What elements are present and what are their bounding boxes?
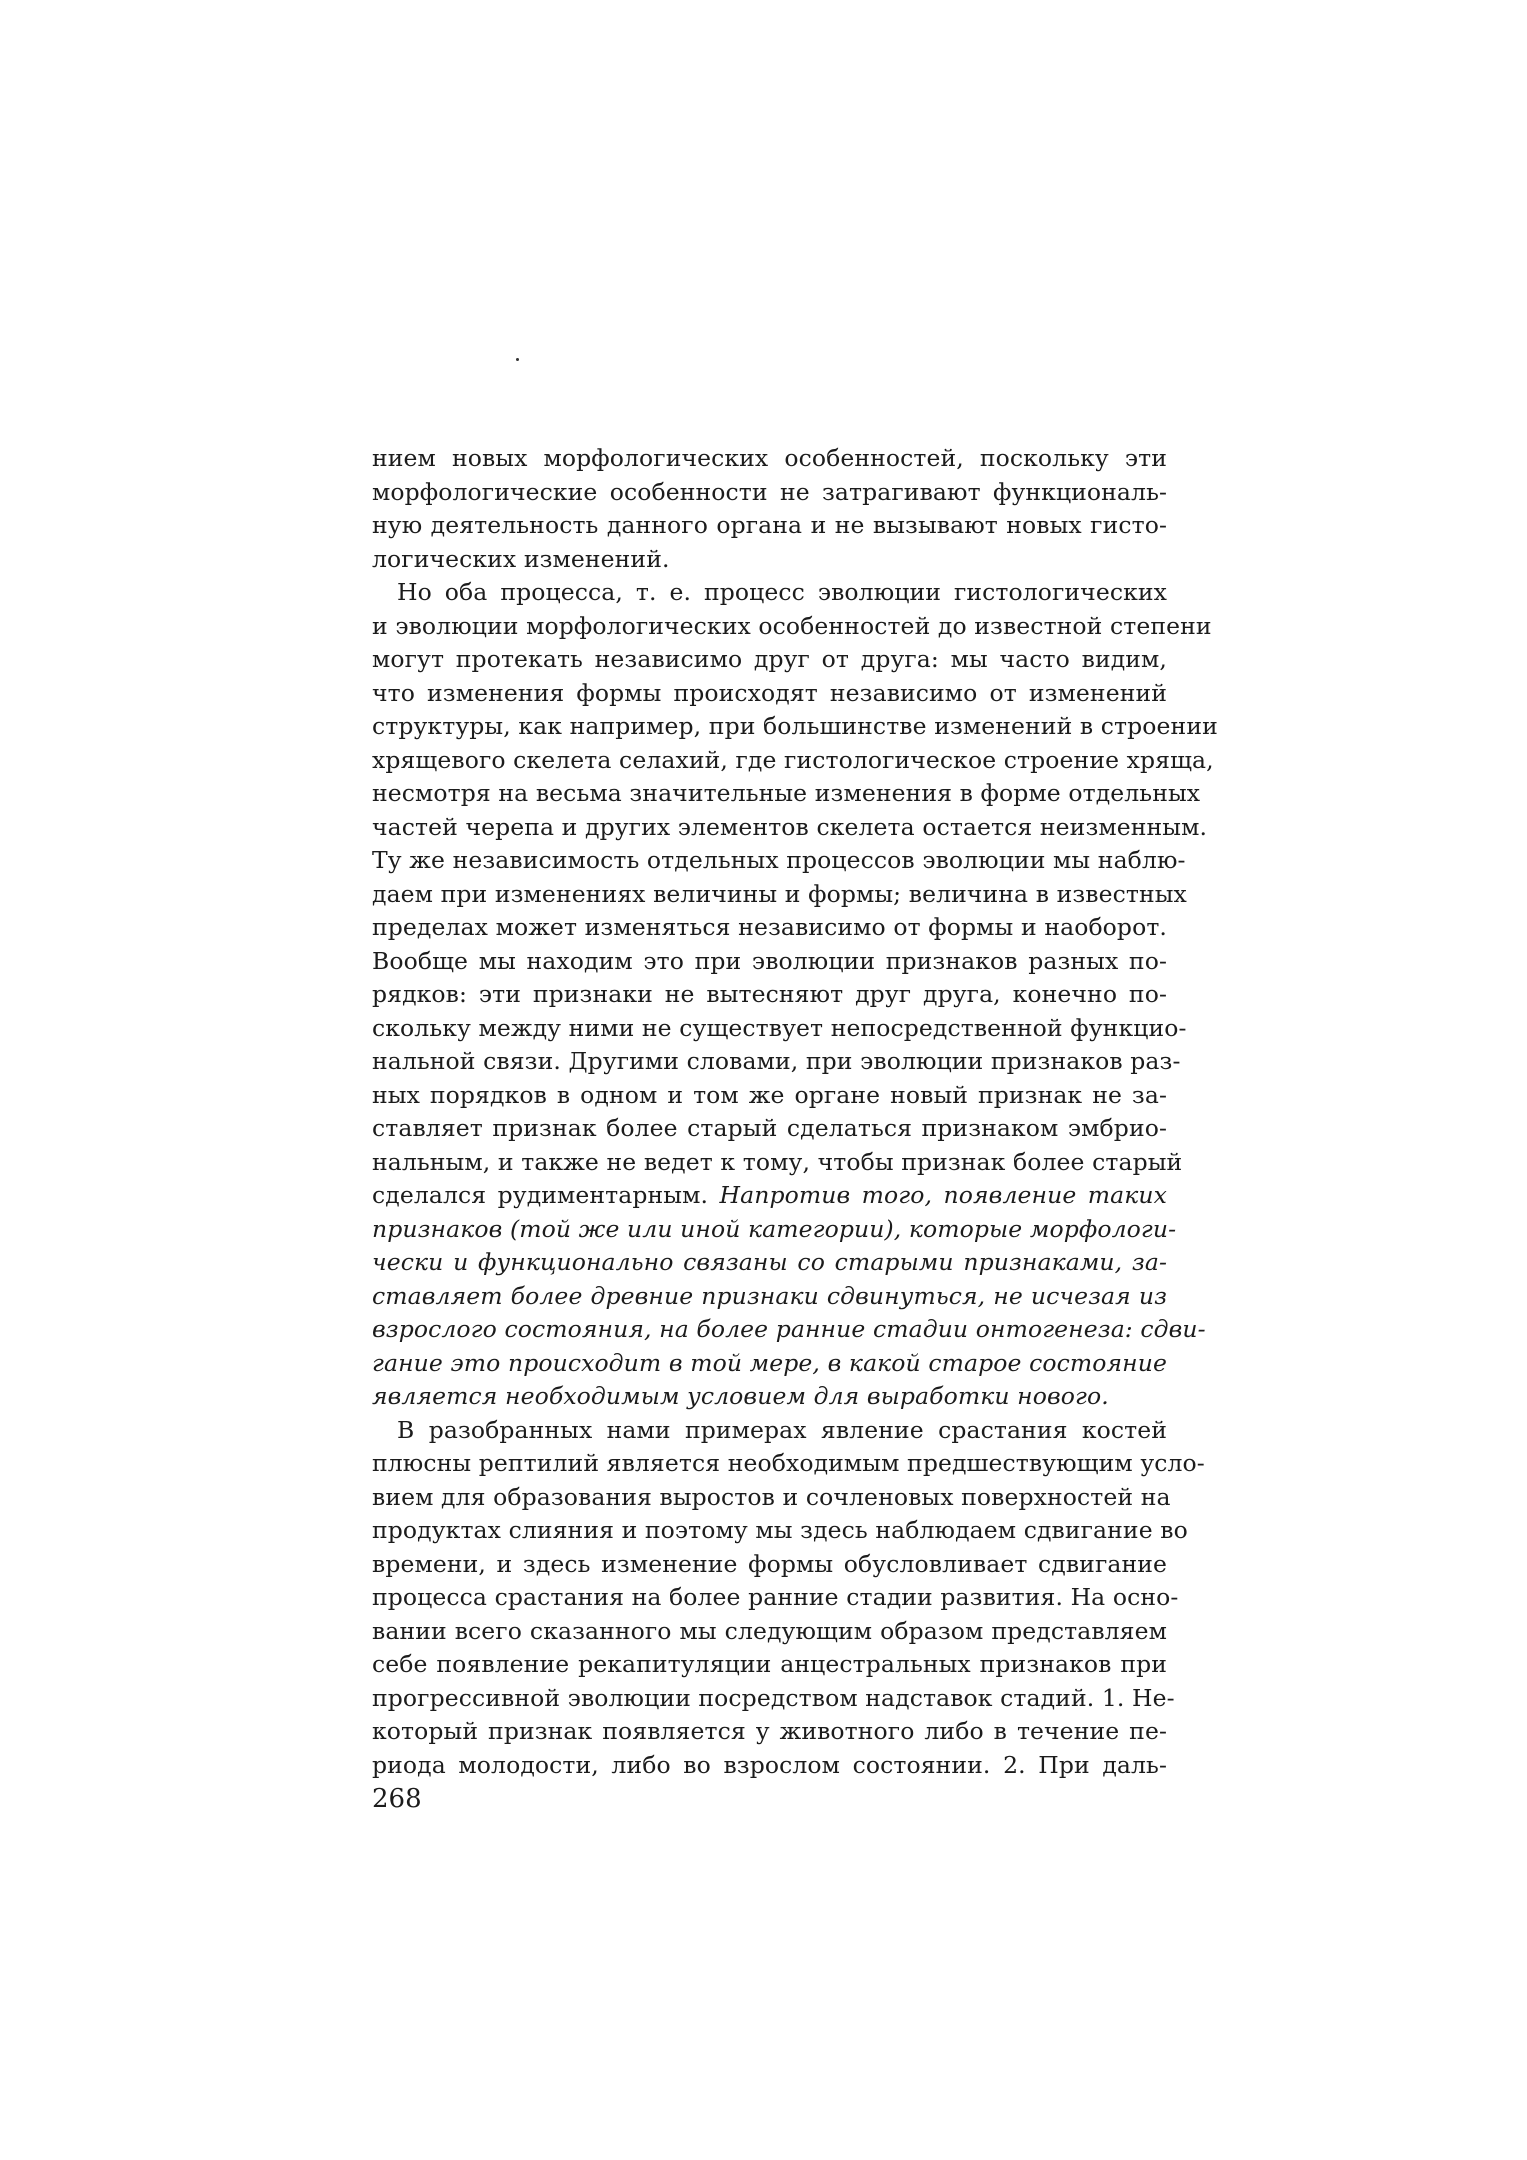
text-line: прогрессивной эволюции посредством надставок стадий. 1. Не-: [372, 1683, 1175, 1712]
text-line-italic: ставляет более древние признаки сдвинуться, не исчезая из: [372, 1281, 1167, 1310]
text-line: скольку между ними не существует непосредственной функцио-: [372, 1013, 1187, 1042]
page-body-text: [372, 442, 1218, 1782]
text-line: ставляет признак более старый сделаться признаком эмбрио-: [372, 1114, 1167, 1142]
text-line: ных порядков в одном и том же органе новый признак не за-: [372, 1080, 1167, 1109]
text-line: логических изменений.: [372, 544, 670, 573]
text-line: плюсны рептилий является необходимым предшествующим усло-: [372, 1449, 1205, 1477]
text-line: морфологические особенности не затрагивают функциональ-: [372, 477, 1167, 506]
text-line: риода молодости, либо во взрослом состоянии. 2. При даль-: [372, 1750, 1167, 1779]
text-segment-italic: Напротив того, появление таких: [719, 1181, 1167, 1209]
text-line: даем при изменениях величины и формы; величина в известных: [372, 879, 1187, 908]
text-line: могут протекать независимо друг от друга: мы часто видим,: [372, 645, 1167, 673]
text-line: хрящевого скелета селахий, где гистологическое строение хряща,: [372, 745, 1214, 774]
text-line: что изменения формы происходят независимо от изменений: [372, 678, 1167, 707]
page-number: 268: [372, 1784, 422, 1814]
text-line: который признак появляется у животного либо в течение пе-: [372, 1717, 1167, 1745]
text-line: В разобранных нами примерах явление срастания костей: [397, 1415, 1167, 1444]
text-line: нальной связи. Другими словами, при эволюции признаков раз-: [372, 1047, 1181, 1075]
text-line: ную деятельность данного органа и не вызывают новых гисто-: [372, 511, 1167, 539]
text-line: продуктах слияния и поэтому мы здесь наблюдаем сдвигание во: [372, 1516, 1188, 1544]
text-line-italic: чески и функционально связаны со старыми признаками, за-: [372, 1248, 1167, 1276]
print-speck: [516, 358, 519, 361]
text-line-italic: гание это происходит в той мере, в какой старое состояние: [372, 1348, 1167, 1377]
text-line: себе появление рекапитуляции анцестральных признаков при: [372, 1650, 1167, 1678]
text-line: рядков: эти признаки не вытесняют друг друга, конечно по-: [372, 980, 1167, 1008]
text-line: структуры, как например, при большинстве изменений в строении: [372, 712, 1218, 740]
text-line-italic: является необходимым условием для выработки нового.: [372, 1382, 1109, 1410]
text-line-italic: взрослого состояния, на более ранние стадии онтогенеза: сдви-: [372, 1315, 1206, 1343]
text-line: Вообще мы находим это при эволюции признаков разных по-: [372, 946, 1167, 975]
text-line: Но оба процесса, т. е. процесс эволюции гистологических: [397, 578, 1167, 606]
text-line: Ту же независимость отдельных процессов эволюции мы наблю-: [372, 846, 1186, 874]
text-line: времени, и здесь изменение формы обусловливает сдвигание: [372, 1549, 1167, 1578]
text-line: нием новых морфологических особенностей, поскольку эти: [372, 444, 1167, 472]
text-line: процесса срастания на более ранние стадии развития. На осно-: [372, 1583, 1179, 1611]
text-line: пределах может изменяться независимо от формы и наоборот.: [372, 913, 1167, 941]
text-line: несмотря на весьма значительные изменения в форме отдельных: [372, 779, 1201, 807]
text-line: вием для образования выростов и сочленовых поверхностей на: [372, 1482, 1171, 1511]
text-line: нальным, и также не ведет к тому, чтобы признак более старый: [372, 1147, 1183, 1176]
text-line-mixed: [372, 1179, 1167, 1213]
text-line: частей черепа и других элементов скелета остается неизменным.: [372, 812, 1208, 841]
text-line-italic: признаков (той же или иной категории), которые морфологи-: [372, 1214, 1177, 1243]
text-line: и эволюции морфологических особенностей до известной степени: [372, 611, 1212, 640]
text-segment-regular: сделался рудиментарным.: [372, 1181, 709, 1209]
text-line: вании всего сказанного мы следующим образом представляем: [372, 1616, 1167, 1645]
